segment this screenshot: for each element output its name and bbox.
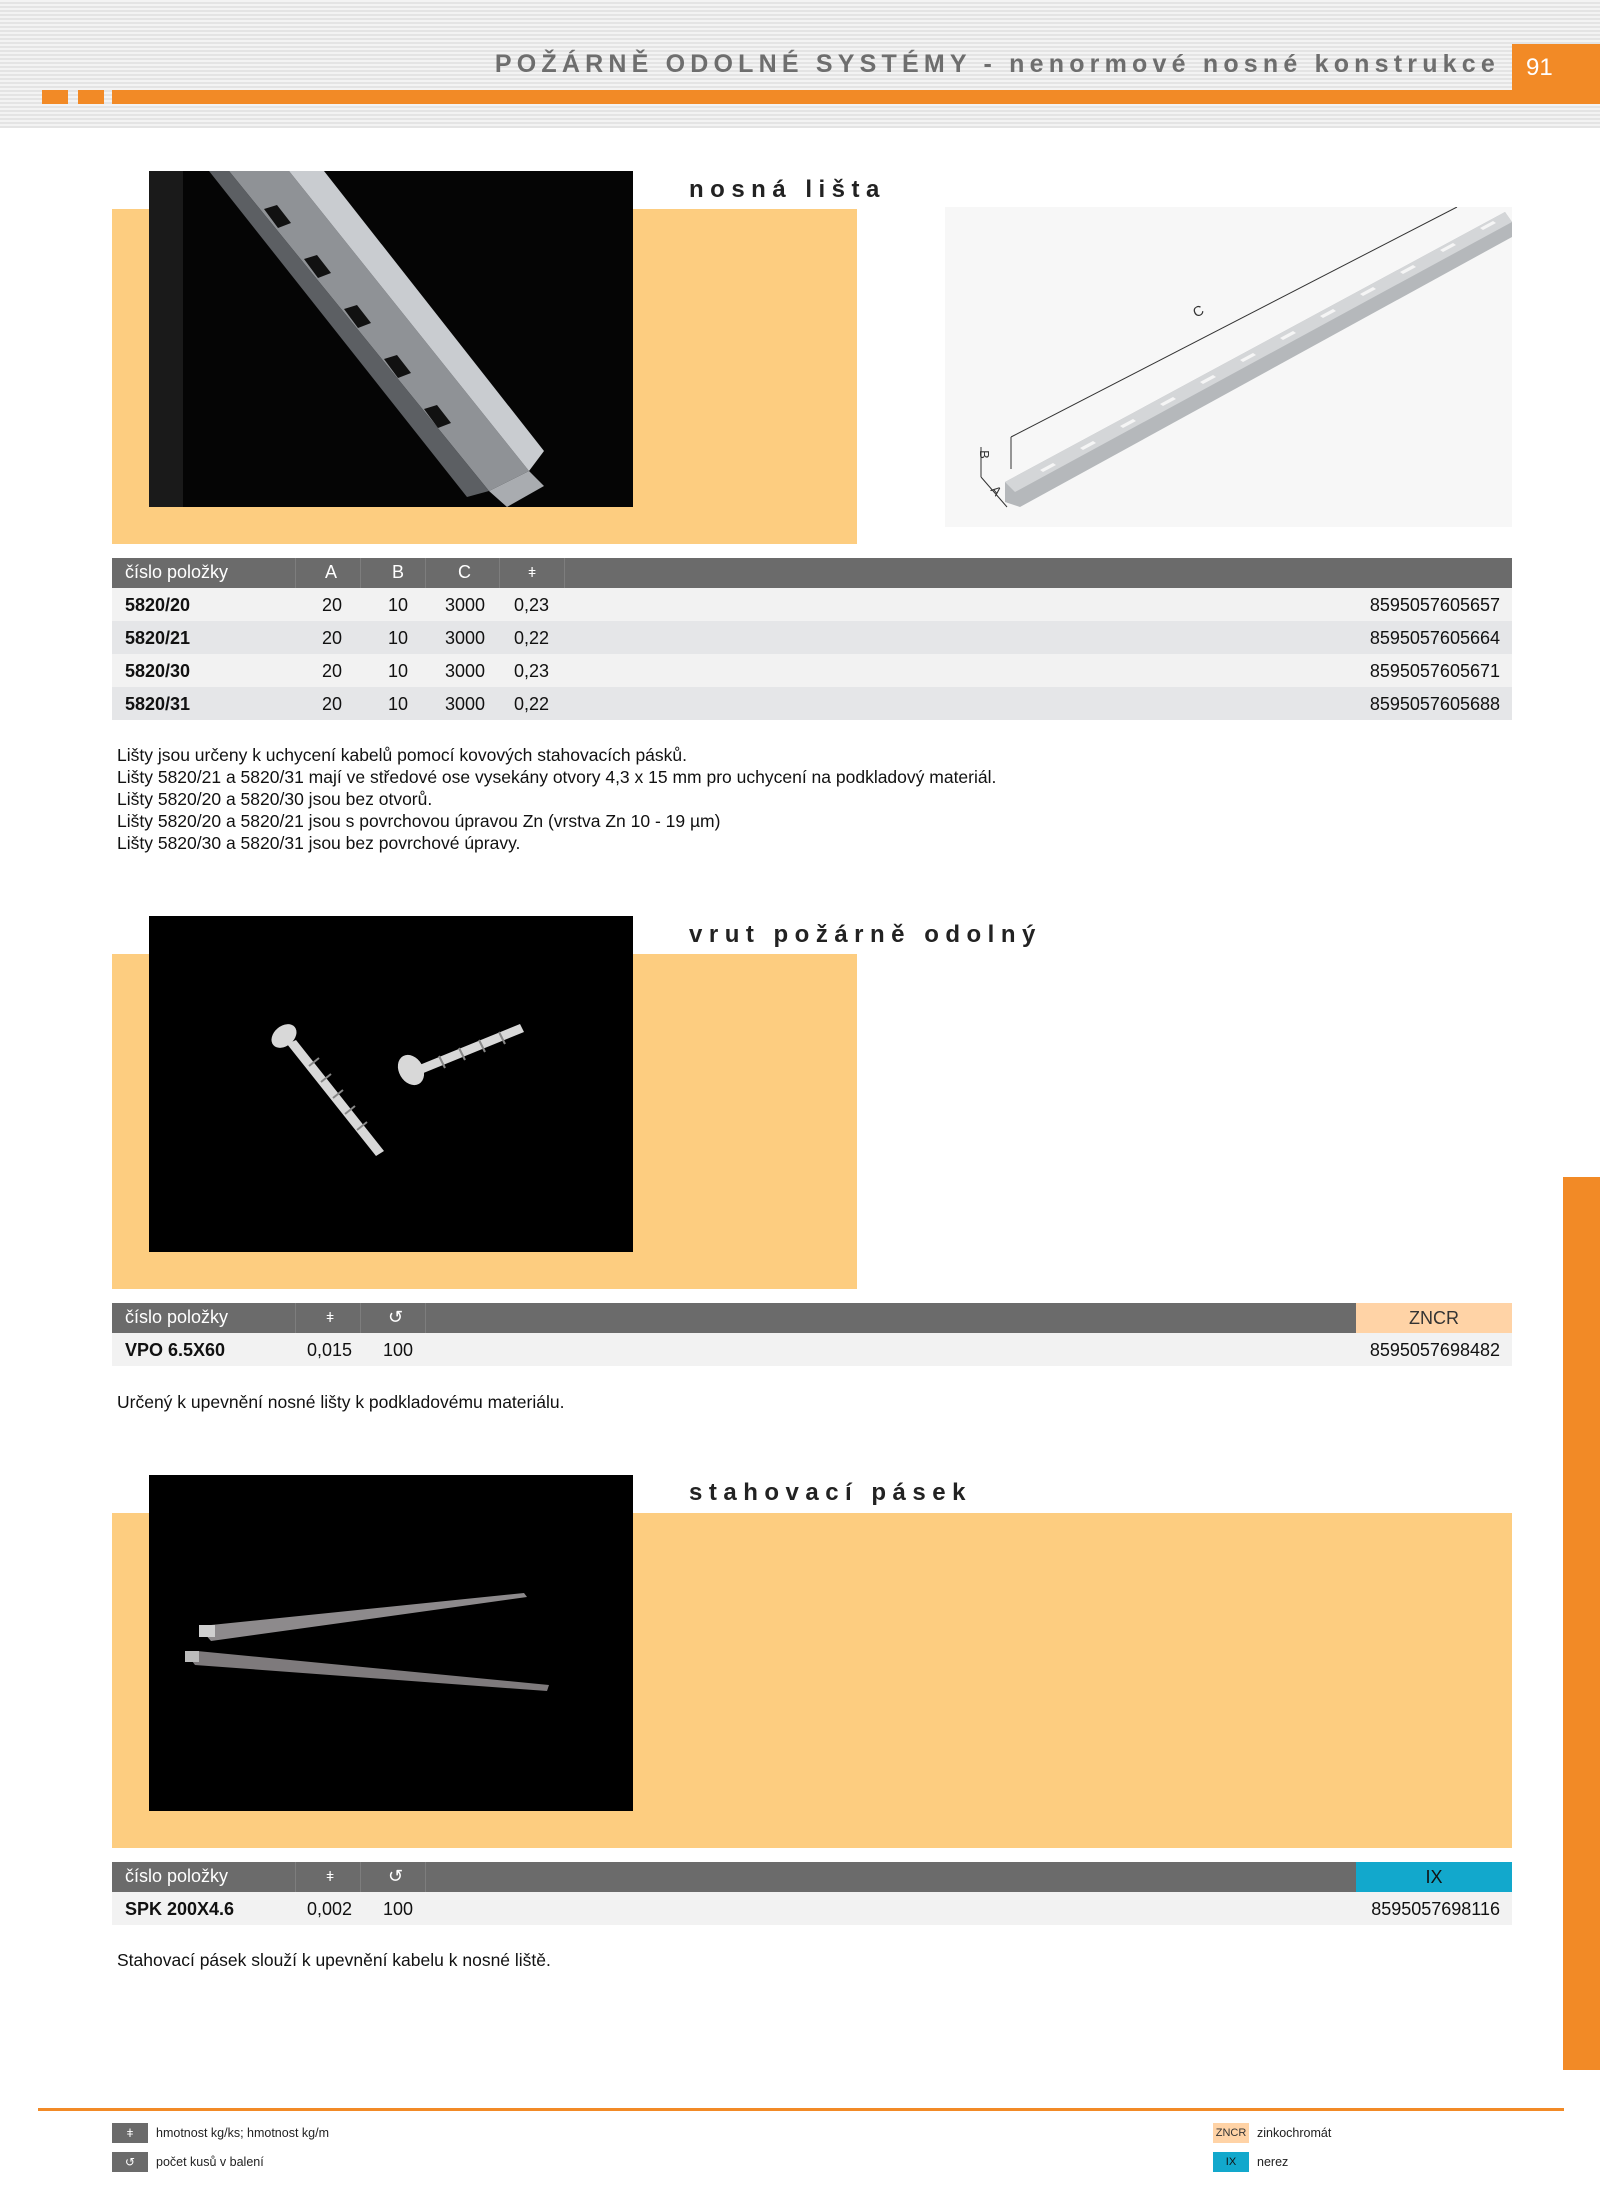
col-header-a: A xyxy=(325,562,338,582)
legend-ix-text: nerez xyxy=(1257,2155,1289,2169)
side-tab-marker xyxy=(1563,1177,1600,2070)
legend-zncr-badge: ZNCR xyxy=(1213,2123,1249,2143)
product-photo-screw xyxy=(149,916,633,1252)
table-row: 5820/31 20 10 3000 0,22 8595057605688 xyxy=(112,687,1512,720)
col-header-b: B xyxy=(392,562,405,582)
product-photo-rail xyxy=(149,171,633,507)
table-row: VPO 6.5X60 0,015 100 8595057698482 xyxy=(112,1333,1512,1366)
section-title: nosná lišta xyxy=(689,176,886,203)
dimension-label-a: A xyxy=(987,482,1005,499)
section-description: Lišty jsou určeny k uchycení kabelů pomocí kovových stahovacích pásků. Lišty 5820/21 a 5820/31 mají ve středové ose vysekány otvory 4,3 x 15 mm pro uchycení na podkladový materiál. Lišty 5820/20 a 5820/30 jsou bez otvorů. Lišty 5820/20 a 5820/21 jsou s povrchovou úpravou Zn (vrstva Zn 10 - 19 µm) Lišty 5820/30 a 5820/31 jsou bez povrchové úpravy. xyxy=(117,745,997,853)
table-row: SPK 200X4.6 0,002 100 8595057698116 xyxy=(112,1892,1512,1925)
table-header xyxy=(112,1303,1512,1333)
product-table-screw xyxy=(112,1303,1512,1366)
table-row: 5820/30 20 10 3000 0,23 8595057605671 xyxy=(112,654,1512,687)
col-header-c: C xyxy=(458,562,471,582)
col-header-code: číslo položky xyxy=(125,1307,229,1327)
product-photo-tie xyxy=(149,1475,633,1811)
col-header-code: číslo položky xyxy=(125,562,229,582)
rail-dimension-diagram xyxy=(945,207,1512,527)
footer-line xyxy=(38,2108,1564,2111)
legend-weight-icon: ǂ xyxy=(112,2123,148,2143)
legend-weight-text: hmotnost kg/ks; hmotnost kg/m xyxy=(156,2126,329,2140)
product-table-rail xyxy=(112,558,1512,720)
legend-pieces-text: počet kusů v balení xyxy=(156,2155,264,2169)
finish-badge-zncr: ZNCR xyxy=(1356,1303,1512,1333)
product-table-cable-tie xyxy=(112,1862,1512,1925)
col-header-code: číslo položky xyxy=(125,1866,229,1886)
weight-icon: ǂ xyxy=(528,564,537,580)
legend-zncr-text: zinkochromát xyxy=(1257,2126,1332,2140)
table-header xyxy=(112,558,1512,588)
weight-icon: ǂ xyxy=(326,1868,335,1884)
pieces-icon: ↺ xyxy=(388,1307,404,1327)
section-title: stahovací pásek xyxy=(689,1479,972,1506)
legend-ix-badge: IX xyxy=(1213,2152,1249,2172)
weight-icon: ǂ xyxy=(326,1309,335,1325)
pieces-icon: ↺ xyxy=(388,1866,404,1886)
page-title: POŽÁRNĚ ODOLNÉ SYSTÉMY - nenormové nosné konstrukce xyxy=(494,50,1500,78)
table-row: 5820/20 20 10 3000 0,23 8595057605657 xyxy=(112,588,1512,621)
header-accent-blocks xyxy=(42,90,128,104)
page-number: 91 xyxy=(1512,44,1600,104)
dimension-label-b: B xyxy=(976,450,992,459)
header-accent-line xyxy=(112,90,1512,104)
legend-pieces-icon: ↺ xyxy=(112,2152,148,2172)
table-row: 5820/21 20 10 3000 0,22 8595057605664 xyxy=(112,621,1512,654)
table-header xyxy=(112,1862,1512,1892)
section-description: Určený k upevnění nosné lišty k podkladovému materiálu. xyxy=(117,1392,565,1412)
dimension-label-c: C xyxy=(1189,301,1207,321)
section-title: vrut požárně odolný xyxy=(689,921,1042,948)
section-description: Stahovací pásek slouží k upevnění kabelu k nosné liště. xyxy=(117,1950,551,1970)
finish-badge-ix: IX xyxy=(1356,1862,1512,1892)
